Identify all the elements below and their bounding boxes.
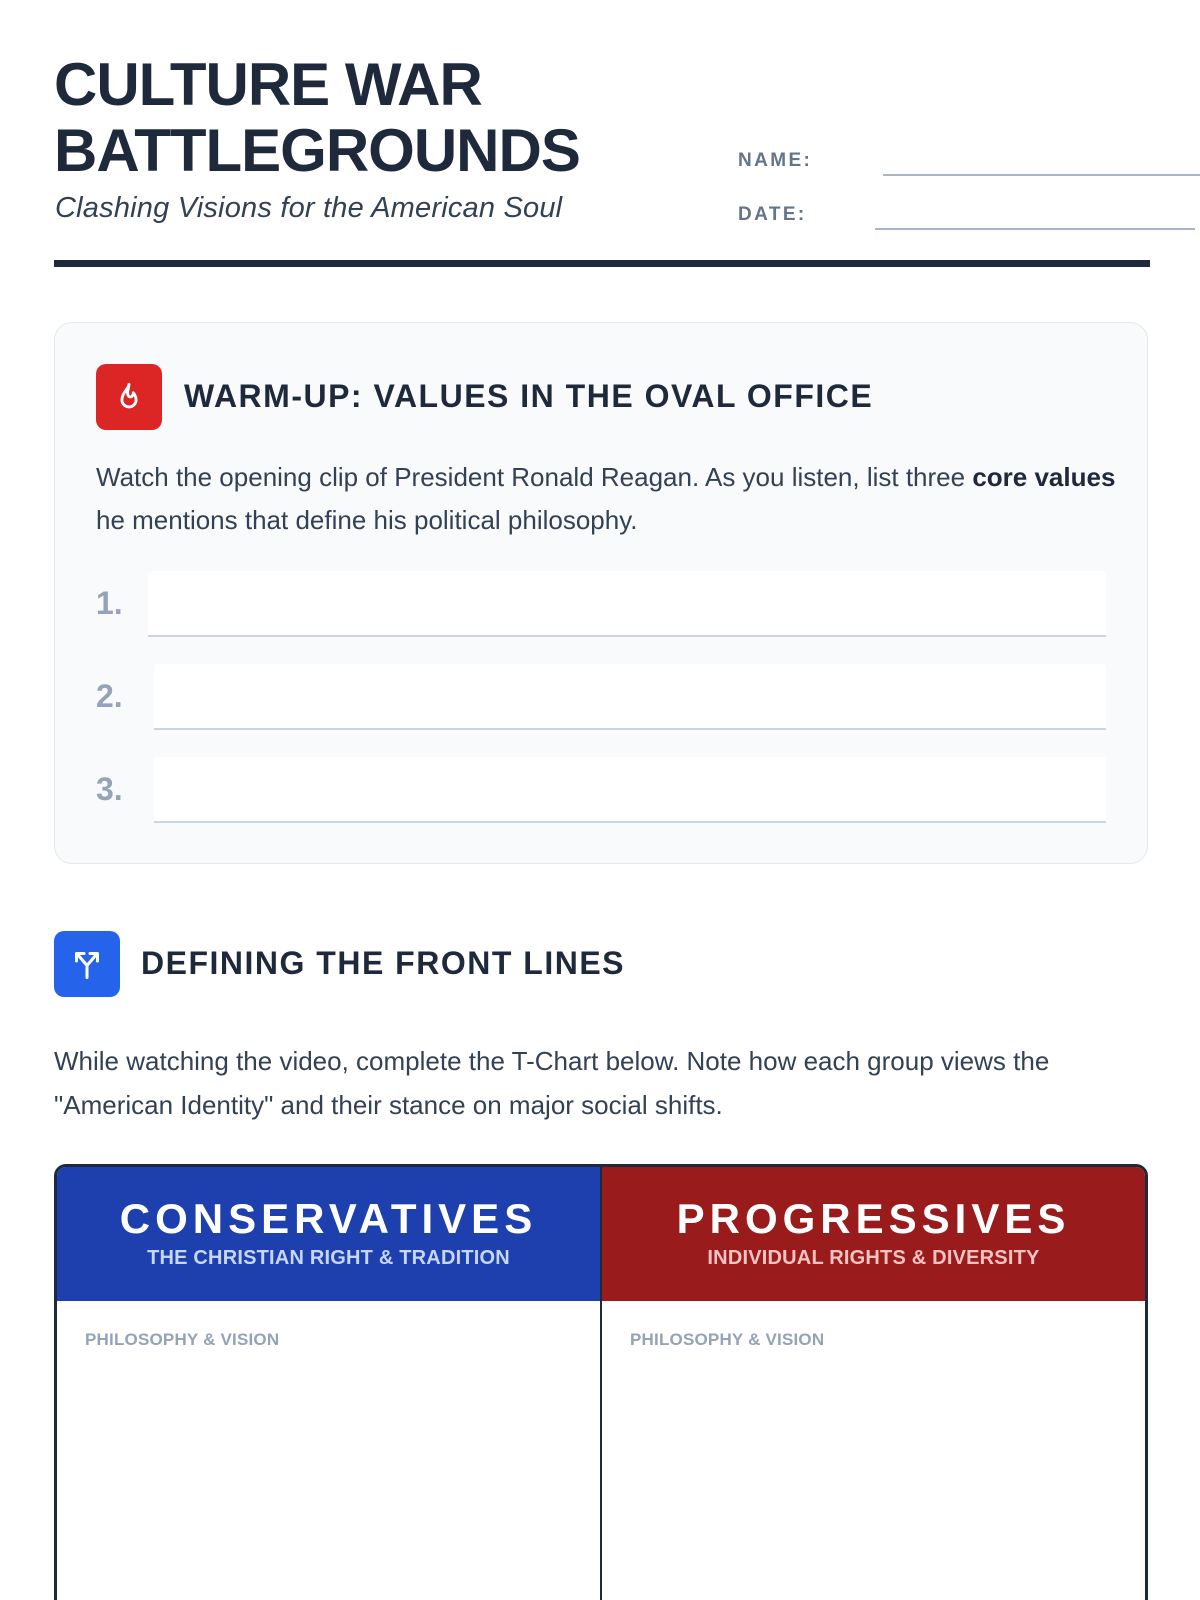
progressives-header xyxy=(602,1167,1145,1301)
worksheet-header xyxy=(54,52,1150,270)
title-line-2: BATTLEGROUNDS xyxy=(54,117,580,184)
name-input-line[interactable] xyxy=(883,174,1200,176)
warmup-text-bold: core values xyxy=(972,462,1116,492)
t-chart xyxy=(54,1164,1148,1600)
answer-number: 1. xyxy=(96,585,123,621)
front-lines-title: DEFINING THE FRONT LINES xyxy=(141,945,625,981)
name-label: NAME: xyxy=(738,150,813,171)
answer-row xyxy=(96,571,1106,637)
header-divider xyxy=(54,260,1150,267)
conservatives-subtitle: THE CHRISTIAN RIGHT & TRADITION xyxy=(147,1246,510,1269)
answer-input[interactable] xyxy=(154,757,1106,823)
flame-icon xyxy=(96,364,162,430)
page-subtitle: Clashing Visions for the American Soul xyxy=(55,192,563,224)
conservatives-title: CONSERVATIVES xyxy=(119,1194,538,1242)
conservatives-header xyxy=(57,1167,600,1301)
date-label: DATE: xyxy=(738,204,807,225)
answer-row xyxy=(96,664,1106,730)
progressives-column xyxy=(602,1167,1145,1600)
answer-number: 3. xyxy=(96,771,123,807)
warmup-section xyxy=(54,322,1148,864)
title-line-1: CULTURE WAR xyxy=(54,51,482,118)
progressives-subtitle: INDIVIDUAL RIGHTS & DIVERSITY xyxy=(707,1246,1040,1269)
progressives-philosophy-label: PHILOSOPHY & VISION xyxy=(630,1330,825,1349)
page-title xyxy=(54,52,580,184)
warmup-instructions xyxy=(96,456,1116,542)
warmup-text-start: Watch the opening clip of President Ronald Reagan. As you listen, list three xyxy=(96,462,973,492)
front-lines-instructions: While watching the video, complete the T-Chart below. Note how each group views the "American Identity" and their stance on major social shifts. xyxy=(54,1046,1050,1120)
conservatives-column xyxy=(57,1167,602,1600)
progressives-title: PROGRESSIVES xyxy=(676,1194,1071,1242)
warmup-text-end: he mentions that define his political philosophy. xyxy=(96,505,638,535)
conservatives-philosophy-label: PHILOSOPHY & VISION xyxy=(85,1330,280,1349)
answer-row xyxy=(96,757,1106,823)
date-input-line[interactable] xyxy=(875,228,1195,230)
answer-number: 2. xyxy=(96,678,123,714)
answer-input[interactable] xyxy=(148,571,1106,637)
warmup-title: WARM-UP: VALUES IN THE OVAL OFFICE xyxy=(184,378,874,414)
split-arrows-icon xyxy=(54,931,120,997)
answer-input[interactable] xyxy=(154,664,1106,730)
